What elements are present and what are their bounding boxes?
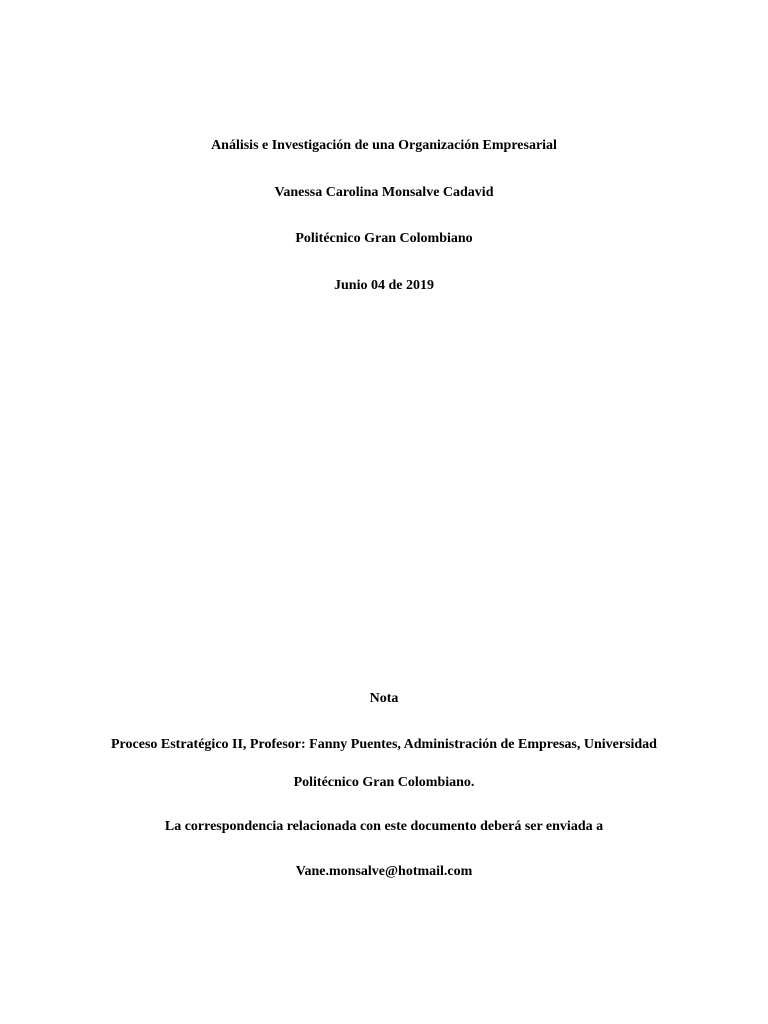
author-note-heading: Nota — [369, 691, 399, 706]
document-title: Análisis e Investigación de una Organización Empresarial — [211, 138, 557, 153]
document-date: Junio 04 de 2019 — [334, 278, 434, 293]
author-name: Vanessa Carolina Monsalve Cadavid — [274, 185, 494, 200]
institution-name: Politécnico Gran Colombiano — [295, 231, 473, 246]
contact-email: Vane.monsalve@hotmail.com — [295, 864, 473, 879]
correspondence-note: La correspondencia relacionada con este documento deberá ser enviada a — [164, 819, 604, 834]
author-note-line-2: Politécnico Gran Colombiano. — [293, 775, 475, 790]
author-note-line-1: Proceso Estratégico II, Profesor: Fanny Puentes, Administración de Empresas, Universidad — [111, 737, 657, 752]
